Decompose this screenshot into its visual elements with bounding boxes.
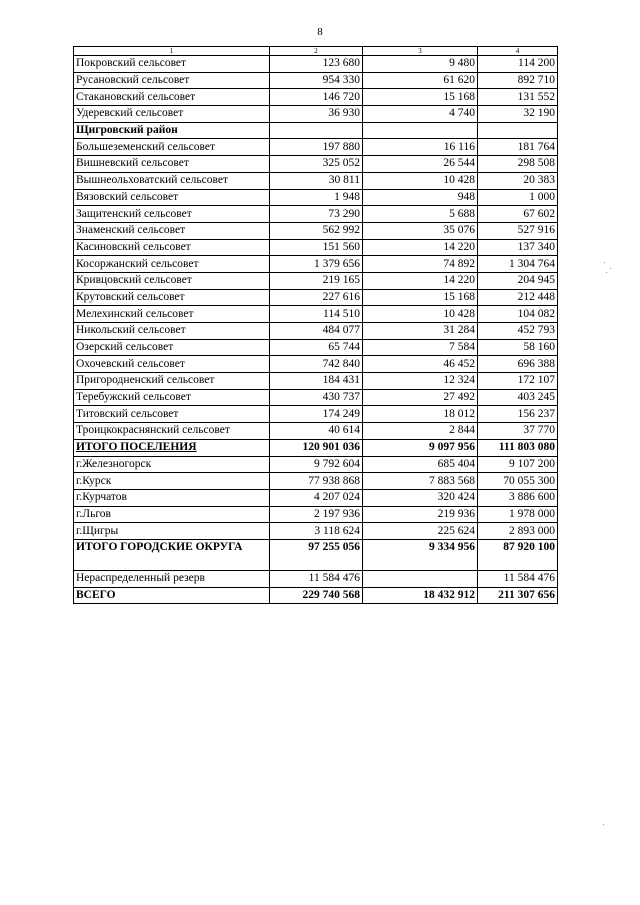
table-row: [74, 139, 558, 156]
row-name-cell: Косоржанский сельсовет: [74, 256, 270, 273]
value-cell-col2: 184 431: [270, 373, 363, 390]
value-cell-col3: 7 883 568: [363, 473, 478, 490]
row-name-cell: г.Курчатов: [74, 489, 270, 506]
value-cell-col2: 1 948: [270, 189, 363, 206]
value-cell-col4: 131 552: [478, 89, 558, 106]
table-row: [74, 423, 558, 440]
value-cell-col4: 156 237: [478, 406, 558, 423]
value-cell-col4: 211 307 656: [478, 587, 558, 604]
value-cell-col3: 225 624: [363, 523, 478, 540]
row-name-cell: Пригородненский сельсовет: [74, 373, 270, 390]
value-cell-col4: 1 304 764: [478, 256, 558, 273]
value-cell-col2: 36 930: [270, 106, 363, 123]
table-row: [74, 106, 558, 123]
table-row: [74, 172, 558, 189]
value-cell-col4: 452 793: [478, 323, 558, 340]
value-cell-col2: 742 840: [270, 356, 363, 373]
value-cell-col3: 7 584: [363, 339, 478, 356]
row-name-cell: ВСЕГО: [74, 587, 270, 604]
value-cell-col4: 9 107 200: [478, 456, 558, 473]
value-cell-col3: 26 544: [363, 156, 478, 173]
table-row: [74, 306, 558, 323]
value-cell-col4: 137 340: [478, 239, 558, 256]
value-cell-col4: 2 893 000: [478, 523, 558, 540]
value-cell-col3: 46 452: [363, 356, 478, 373]
table-body: [74, 56, 558, 604]
value-cell-col4: 104 082: [478, 306, 558, 323]
value-cell-col4: 70 055 300: [478, 473, 558, 490]
value-cell-col3: 320 424: [363, 489, 478, 506]
table-row: [74, 523, 558, 540]
page-number: 8: [317, 26, 323, 38]
value-cell-col2: 954 330: [270, 72, 363, 89]
table-row: [74, 189, 558, 206]
value-cell-col2: 2 197 936: [270, 506, 363, 523]
value-cell-col2: 97 255 056: [270, 539, 363, 570]
column-number: 1: [74, 47, 270, 56]
table-row: [74, 373, 558, 390]
row-name-cell: г.Курск: [74, 473, 270, 490]
value-cell-col4: 298 508: [478, 156, 558, 173]
value-cell-col4: 527 916: [478, 222, 558, 239]
table-row: [74, 289, 558, 306]
value-cell-col4: 20 383: [478, 172, 558, 189]
column-number: 3: [363, 47, 478, 56]
value-cell-col2: 430 737: [270, 389, 363, 406]
value-cell-col2: 197 880: [270, 139, 363, 156]
value-cell-col4: 892 710: [478, 72, 558, 89]
value-cell-col2: 30 811: [270, 172, 363, 189]
value-cell-col2: 151 560: [270, 239, 363, 256]
value-cell-col3: 948: [363, 189, 478, 206]
value-cell-col3: 15 168: [363, 289, 478, 306]
budget-table: [73, 46, 558, 604]
row-name-cell: Охочевский сельсовет: [74, 356, 270, 373]
row-name-cell: Озерский сельсовет: [74, 339, 270, 356]
table-row: [74, 272, 558, 289]
row-name-cell: Большеземенский сельсовет: [74, 139, 270, 156]
value-cell-col2: 120 901 036: [270, 439, 363, 456]
value-cell-col2: 325 052: [270, 156, 363, 173]
column-number-row: [74, 47, 558, 56]
value-cell-col2: 73 290: [270, 206, 363, 223]
value-cell-col3: 74 892: [363, 256, 478, 273]
value-cell-col4: 181 764: [478, 139, 558, 156]
value-cell-col3: 31 284: [363, 323, 478, 340]
value-cell-col2: [270, 122, 363, 139]
row-name-cell: ИТОГО ПОСЕЛЕНИЯ: [74, 439, 270, 456]
value-cell-col4: 11 584 476: [478, 570, 558, 587]
scan-speck: [604, 262, 605, 263]
value-cell-col2: 174 249: [270, 406, 363, 423]
row-name-cell: Вязовский сельсовет: [74, 189, 270, 206]
value-cell-col4: 37 770: [478, 423, 558, 440]
value-cell-col2: 219 165: [270, 272, 363, 289]
value-cell-col2: 146 720: [270, 89, 363, 106]
table-row: [74, 256, 558, 273]
value-cell-col4: 204 945: [478, 272, 558, 289]
value-cell-col2: 229 740 568: [270, 587, 363, 604]
row-name-cell: Знаменский сельсовет: [74, 222, 270, 239]
row-name-cell: г.Железногорск: [74, 456, 270, 473]
table-row: [74, 406, 558, 423]
value-cell-col2: 77 938 868: [270, 473, 363, 490]
table-row: [74, 222, 558, 239]
table-row: [74, 473, 558, 490]
row-name-cell: Касиновский сельсовет: [74, 239, 270, 256]
table-row: [74, 72, 558, 89]
value-cell-col3: 4 740: [363, 106, 478, 123]
value-cell-col3: 10 428: [363, 172, 478, 189]
table-row: [74, 389, 558, 406]
value-cell-col3: 12 324: [363, 373, 478, 390]
table-row: [74, 506, 558, 523]
value-cell-col2: 227 616: [270, 289, 363, 306]
row-name-cell: ИТОГО ГОРОДСКИЕ ОКРУГА: [74, 539, 270, 570]
row-name-cell: Нераспределенный резерв: [74, 570, 270, 587]
value-cell-col2: 123 680: [270, 56, 363, 73]
row-name-cell: Троицкокраснянский сельсовет: [74, 423, 270, 440]
scan-speck: [610, 268, 611, 269]
value-cell-col2: 114 510: [270, 306, 363, 323]
value-cell-col3: 16 116: [363, 139, 478, 156]
table-row: [74, 89, 558, 106]
table-row: [74, 239, 558, 256]
row-name-cell: Удеревский сельсовет: [74, 106, 270, 123]
row-name-cell: г.Льгов: [74, 506, 270, 523]
row-name-cell: Стакановский сельсовет: [74, 89, 270, 106]
row-name-cell: Крутовский сельсовет: [74, 289, 270, 306]
row-name-cell: Вышнеольховатский сельсовет: [74, 172, 270, 189]
table-row: [74, 587, 558, 604]
table-row: [74, 489, 558, 506]
value-cell-col4: 1 000: [478, 189, 558, 206]
value-cell-col3: 15 168: [363, 89, 478, 106]
value-cell-col4: 172 107: [478, 373, 558, 390]
table-row: [74, 570, 558, 587]
value-cell-col4: 1 978 000: [478, 506, 558, 523]
value-cell-col3: 61 620: [363, 72, 478, 89]
value-cell-col4: 403 245: [478, 389, 558, 406]
value-cell-col3: 14 220: [363, 272, 478, 289]
row-name-cell: Вишневский сельсовет: [74, 156, 270, 173]
row-name-cell: Титовский сельсовет: [74, 406, 270, 423]
value-cell-col3: 14 220: [363, 239, 478, 256]
value-cell-col4: 111 803 080: [478, 439, 558, 456]
table-row: [74, 439, 558, 456]
column-number: 4: [478, 47, 558, 56]
value-cell-col4: 212 448: [478, 289, 558, 306]
row-name-cell: Никольский сельсовет: [74, 323, 270, 340]
row-name-cell: Защитенский сельсовет: [74, 206, 270, 223]
value-cell-col3: 9 097 956: [363, 439, 478, 456]
value-cell-col4: 87 920 100: [478, 539, 558, 570]
table-row: [74, 539, 558, 570]
value-cell-col3: 18 012: [363, 406, 478, 423]
value-cell-col4: 32 190: [478, 106, 558, 123]
value-cell-col2: 4 207 024: [270, 489, 363, 506]
row-name-cell: г.Щигры: [74, 523, 270, 540]
value-cell-col3: 10 428: [363, 306, 478, 323]
table-row: [74, 122, 558, 139]
value-cell-col2: 9 792 604: [270, 456, 363, 473]
value-cell-col2: 65 744: [270, 339, 363, 356]
table-row: [74, 339, 558, 356]
value-cell-col2: 3 118 624: [270, 523, 363, 540]
row-name-cell: Кривцовский сельсовет: [74, 272, 270, 289]
row-name-cell: Мелехинский сельсовет: [74, 306, 270, 323]
table-row: [74, 156, 558, 173]
table-row: [74, 323, 558, 340]
table-row: [74, 356, 558, 373]
value-cell-col3: 35 076: [363, 222, 478, 239]
value-cell-col3: [363, 122, 478, 139]
value-cell-col3: 5 688: [363, 206, 478, 223]
value-cell-col3: 27 492: [363, 389, 478, 406]
value-cell-col3: 685 404: [363, 456, 478, 473]
column-number: 2: [270, 47, 363, 56]
table-row: [74, 456, 558, 473]
row-name-cell: Русановский сельсовет: [74, 72, 270, 89]
value-cell-col4: 67 602: [478, 206, 558, 223]
row-name-cell: Покровский сельсовет: [74, 56, 270, 73]
value-cell-col4: 3 886 600: [478, 489, 558, 506]
value-cell-col3: [363, 570, 478, 587]
table-row: [74, 206, 558, 223]
value-cell-col3: 9 334 956: [363, 539, 478, 570]
row-name-cell: Щигровский район: [74, 122, 270, 139]
scan-speck: [603, 824, 604, 825]
value-cell-col3: 18 432 912: [363, 587, 478, 604]
row-name-cell: Теребужский сельсовет: [74, 389, 270, 406]
value-cell-col3: 9 480: [363, 56, 478, 73]
value-cell-col2: 1 379 656: [270, 256, 363, 273]
scan-speck: [606, 272, 607, 273]
value-cell-col4: 58 160: [478, 339, 558, 356]
value-cell-col3: 2 844: [363, 423, 478, 440]
value-cell-col2: 11 584 476: [270, 570, 363, 587]
value-cell-col4: [478, 122, 558, 139]
value-cell-col4: 114 200: [478, 56, 558, 73]
value-cell-col2: 484 077: [270, 323, 363, 340]
value-cell-col2: 562 992: [270, 222, 363, 239]
table-row: [74, 56, 558, 73]
value-cell-col3: 219 936: [363, 506, 478, 523]
value-cell-col2: 40 614: [270, 423, 363, 440]
value-cell-col4: 696 388: [478, 356, 558, 373]
